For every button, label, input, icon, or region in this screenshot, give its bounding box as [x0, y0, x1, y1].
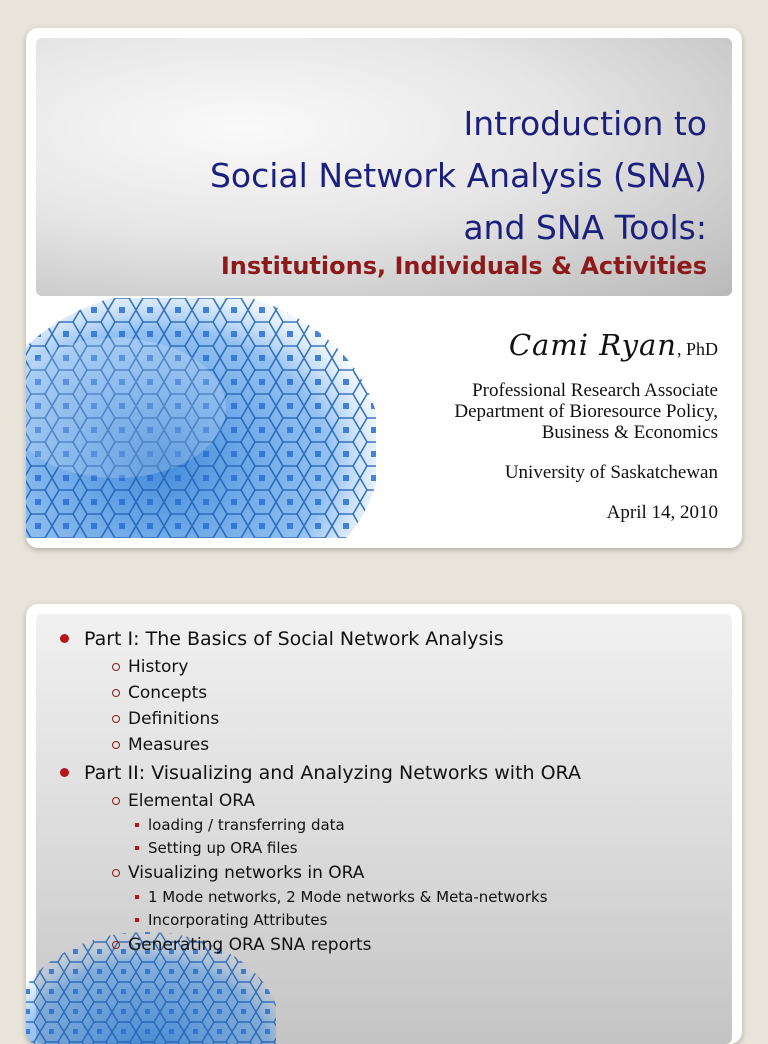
list-item	[60, 732, 720, 758]
affiliation	[454, 380, 718, 443]
bullet-icon	[112, 663, 120, 671]
list-item	[60, 654, 720, 680]
affiliation-line-3: Business & Economics	[541, 422, 718, 443]
affiliation-line-2: Department of Bioresource Policy,	[454, 401, 718, 422]
list-item	[60, 932, 720, 958]
bullet-icon	[112, 797, 120, 805]
list-item	[60, 624, 720, 654]
list-item	[60, 837, 720, 860]
author-name: Cami Ryan	[508, 328, 677, 362]
list-item	[60, 860, 720, 886]
list-item-text: loading / transferring data	[148, 816, 345, 834]
list-item-text: Generating ORA SNA reports	[128, 935, 372, 955]
list-item-text: History	[128, 657, 189, 677]
title-line-1: Introduction to	[463, 104, 707, 143]
presentation-date: April 14, 2010	[606, 502, 718, 523]
bullet-icon	[112, 941, 120, 949]
list-item	[60, 680, 720, 706]
list-item	[60, 814, 720, 837]
bullet-icon	[112, 869, 120, 877]
list-item-text: Concepts	[128, 683, 208, 703]
outline-slide	[26, 604, 742, 1044]
list-item	[60, 909, 720, 932]
bullet-icon	[60, 768, 69, 777]
list-item-text: 1 Mode networks, 2 Mode networks & Meta-networks	[148, 888, 548, 906]
bullet-icon	[112, 689, 120, 697]
bullet-icon	[135, 846, 139, 850]
list-item	[60, 758, 720, 788]
title-line-3: and SNA Tools:	[463, 208, 707, 247]
slide-subtitle: Institutions, Individuals & Activities	[220, 252, 707, 280]
bullet-icon	[135, 823, 139, 827]
bullet-icon	[135, 918, 139, 922]
list-item-text: Visualizing networks in ORA	[128, 863, 365, 883]
title-slide	[26, 28, 742, 548]
network-globe-icon	[26, 298, 376, 538]
bullet-icon	[112, 715, 120, 723]
list-item-text: Part I: The Basics of Social Network Analysis	[84, 628, 504, 650]
bullet-icon	[135, 895, 139, 899]
list-item-text: Measures	[128, 735, 210, 755]
slide-title	[210, 98, 707, 254]
list-item	[60, 886, 720, 909]
list-item-text: Incorporating Attributes	[148, 911, 328, 929]
university: University of Saskatchewan	[504, 462, 718, 483]
outline-list	[60, 624, 720, 958]
bullet-icon	[112, 741, 120, 749]
title-line-2: Social Network Analysis (SNA)	[209, 156, 707, 195]
bullet-icon	[60, 634, 69, 643]
list-item-text: Part II: Visualizing and Analyzing Networks with ORA	[84, 762, 581, 784]
author-degree: , PhD	[676, 339, 718, 359]
list-item-text: Definitions	[128, 709, 220, 729]
author	[509, 328, 718, 362]
list-item	[60, 706, 720, 732]
list-item	[60, 788, 720, 814]
list-item-text: Elemental ORA	[128, 791, 256, 811]
list-item-text: Setting up ORA files	[148, 839, 298, 857]
affiliation-line-1: Professional Research Associate	[472, 380, 718, 401]
